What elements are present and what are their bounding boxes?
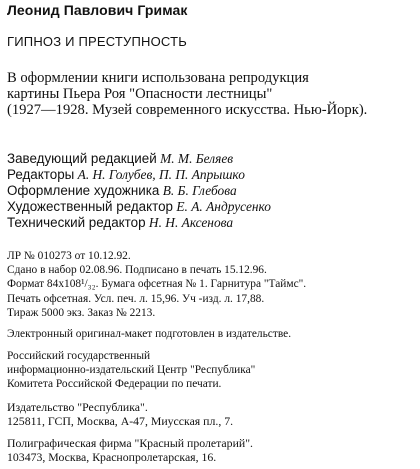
- staff-name: А. Н. Голубев, П. П. Апрышко: [77, 167, 245, 182]
- cover-note-line: В оформлении книги использована репродукция: [7, 70, 309, 86]
- staff-name: Е. А. Андрусенко: [176, 199, 271, 214]
- staff-line: [7, 151, 233, 167]
- staff-line: [7, 199, 271, 215]
- staff-role: Заведующий редакцией: [7, 151, 157, 166]
- print-detail-line: Сдано в набор 02.08.96. Подписано в печать 15.12.96.: [7, 264, 267, 276]
- license-number: ЛР № 010273 от 10.12.92.: [7, 250, 131, 262]
- print-detail-line: Печать офсетная. Усл. печ. л. 15,96. Уч -изд. л. 17,88.: [7, 293, 265, 305]
- staff-line: [7, 167, 245, 183]
- staff-role: Технический редактор: [7, 215, 146, 230]
- cover-note-line: (1927—1928. Музей современного искусства. Нью-Йорк).: [7, 102, 368, 118]
- staff-role: Редакторы: [7, 167, 75, 182]
- print-detail-line: Тираж 5000 экз. Заказ № 2213.: [7, 307, 156, 319]
- electronic-note: Электронный оригинал-макет подготовлен в издательстве.: [7, 328, 292, 340]
- publisher-address: 125811, ГСП, Москва, А-47, Миусская пл., 7.: [7, 414, 234, 428]
- staff-name: Н. Н. Аксенова: [148, 215, 234, 230]
- printer-address: 103473, Москва, Краснопролетарская, 16.: [7, 450, 217, 464]
- staff-line: [7, 215, 233, 231]
- printer-name: Полиграфическая фирма "Красный пролетарий".: [7, 436, 253, 450]
- staff-role: Оформление художника: [7, 183, 160, 198]
- staff-name: В. Б. Глебова: [162, 183, 237, 198]
- center-line: Российский государственный: [7, 350, 151, 362]
- publisher-name: Издательство "Республика".: [7, 400, 148, 414]
- print-detail-line: Формат 84х108¹/₃₂. Бумага офсетная № 1. Гарнитура "Таймс".: [7, 278, 307, 290]
- staff-line: [7, 183, 237, 199]
- staff-role: Художественный редактор: [7, 199, 174, 214]
- center-line: информационно-издательский Центр "Республика": [7, 364, 256, 376]
- center-line: Комитета Российской Федерации по печати.: [7, 378, 222, 390]
- author-name: Леонид Павлович Гримак: [7, 2, 188, 18]
- book-title: ГИПНОЗ И ПРЕСТУПНОСТЬ: [7, 34, 187, 49]
- cover-note-line: картины Пьера Роя "Опасности лестницы": [7, 86, 273, 102]
- staff-name: М. М. Беляев: [160, 151, 234, 166]
